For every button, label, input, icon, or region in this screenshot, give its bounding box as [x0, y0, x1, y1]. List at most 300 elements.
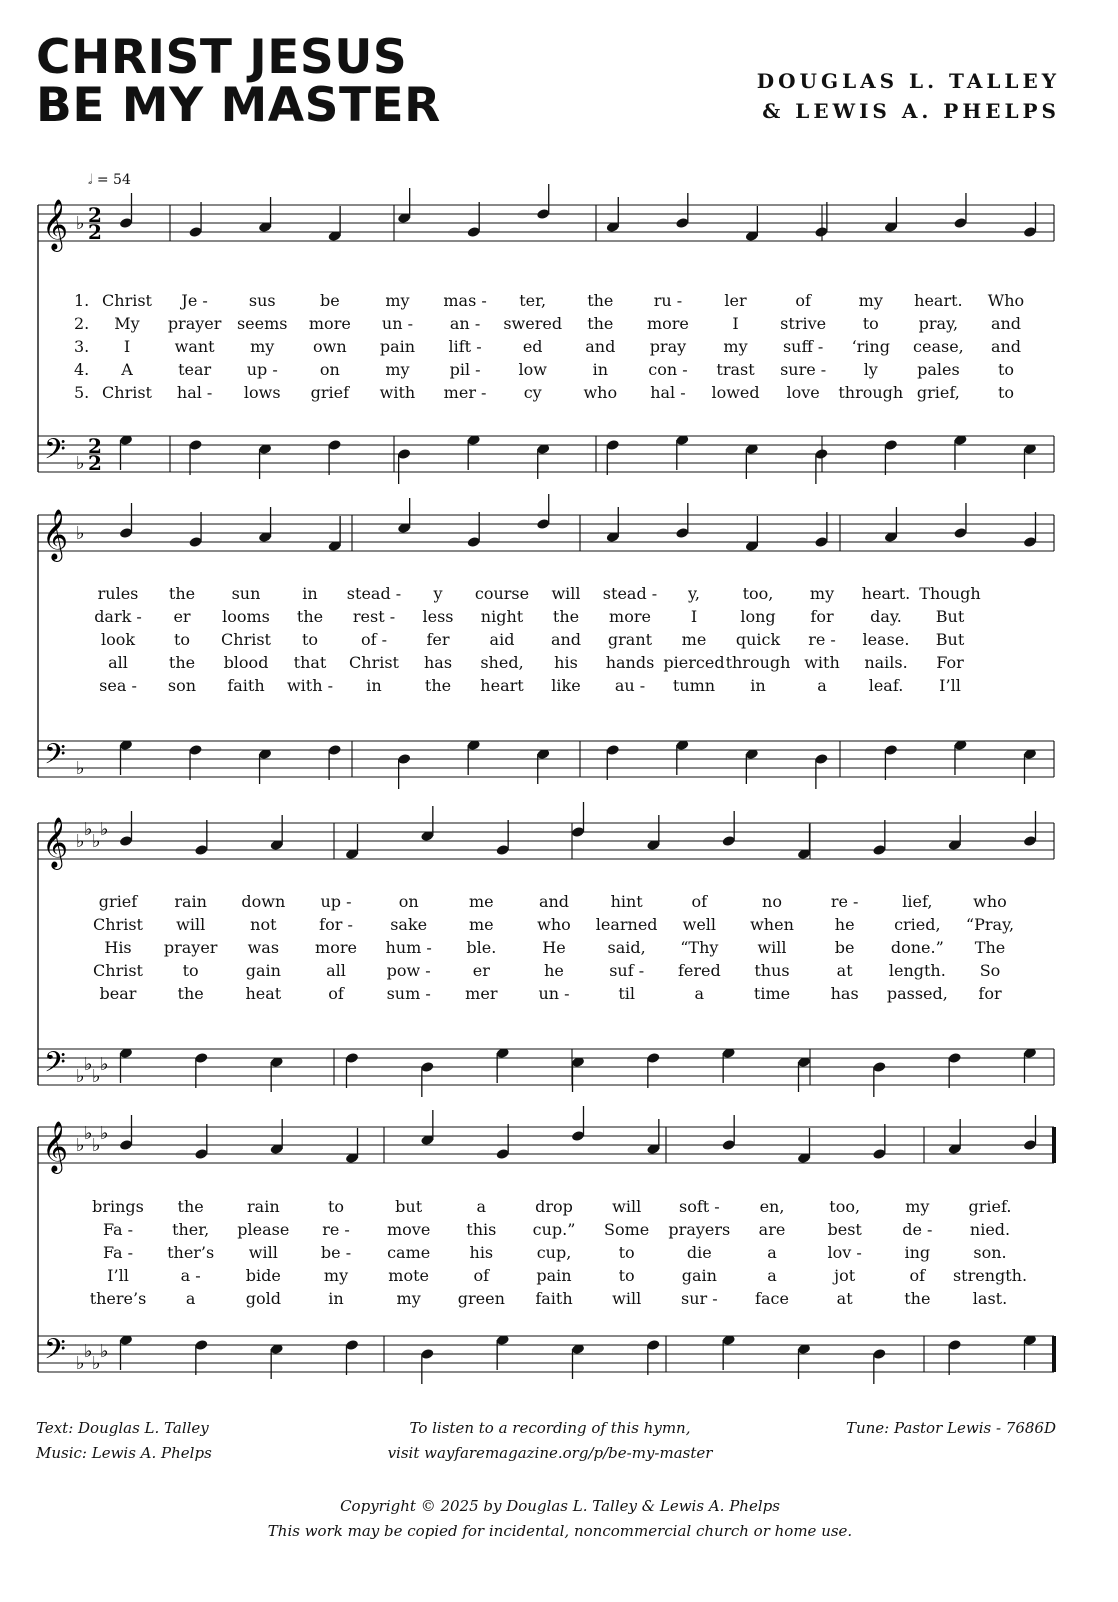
flat-icon: ♭ [92, 831, 101, 852]
lyric-syllable: of [795, 291, 811, 310]
lyric-syllable: sea - [99, 676, 137, 695]
lyric-syllable: grief, [916, 383, 960, 402]
lyric-syllable: looms [222, 607, 270, 626]
lyric-syllable: learned [595, 915, 658, 934]
verse-line [0, 607, 1118, 630]
lyric-syllable: pierced [663, 653, 725, 672]
lyric-syllable: an - [449, 314, 481, 333]
lyric-syllable: long [740, 607, 776, 626]
lyric-syllable: nails. [864, 653, 908, 672]
lyric-syllable: de - [902, 1220, 933, 1239]
lyric-syllable: day. [870, 607, 902, 626]
verse-line [0, 383, 1118, 406]
lyric-syllable: son [167, 676, 197, 695]
treble-clef-icon: 𝄞 [42, 1121, 69, 1172]
lyric-syllable: rain [174, 892, 207, 911]
lyric-syllable: Some [604, 1220, 650, 1239]
lyric-syllable: in [750, 676, 766, 695]
lyric-syllable: tumn [672, 676, 716, 695]
lyric-syllable: Christ [349, 653, 399, 672]
verse-number: 4. [74, 360, 90, 379]
copyright [200, 1494, 920, 1544]
lyric-syllable: less [422, 607, 454, 626]
lyric-syllable: cy [523, 383, 542, 402]
recording-link: visit wayfaremagazine.org/p/be-my-master [387, 1444, 713, 1462]
lyric-syllable: done.” [890, 938, 944, 957]
flat-icon: ♭ [76, 523, 85, 544]
lyric-syllable: down [241, 892, 286, 911]
lyric-syllable: the [552, 607, 580, 626]
lyric-syllable: ly [863, 360, 878, 379]
lyric-syllable: suf - [609, 961, 645, 980]
lyric-syllable: night [480, 607, 524, 626]
lyric-syllable: er [173, 607, 191, 626]
lyric-syllable: to [301, 630, 319, 649]
lyrics-system-1 [0, 291, 1118, 406]
author-line-2: & LEWIS A. PHELPS [762, 99, 1060, 123]
flat-icon: ♭ [100, 1123, 109, 1144]
lyric-syllable: all [326, 961, 346, 980]
lyric-syllable: will [612, 1289, 642, 1308]
lyric-syllable: will [612, 1197, 642, 1216]
verse-line [0, 1289, 1118, 1312]
title-line-1: CHRIST JESUS [36, 30, 408, 85]
verse-line [0, 676, 1118, 699]
lyric-syllable: sake [390, 915, 428, 934]
tempo-value: = 54 [96, 172, 131, 188]
verse-line [0, 360, 1118, 383]
lyric-syllable: ble. [466, 938, 497, 957]
lyric-syllable: un - [538, 984, 570, 1003]
lyric-syllable: length. [888, 961, 946, 980]
lyric-syllable: bear [99, 984, 137, 1003]
lyric-syllable: y [433, 584, 443, 603]
lyric-syllable: bide [245, 1266, 281, 1285]
lyric-syllable: pow - [386, 961, 431, 980]
lyric-syllable: in [302, 584, 318, 603]
lyric-syllable: a [476, 1197, 487, 1216]
lyric-syllable: “Thy [680, 938, 719, 957]
lyric-syllable: aid [489, 630, 515, 649]
verse-number: 5. [74, 383, 90, 402]
lyric-syllable: hal - [176, 383, 213, 402]
copyright-line-2: This work may be copied for incidental, noncommercial church or home use. [267, 1522, 853, 1540]
verse-line [0, 314, 1118, 337]
flat-icon: ♭ [76, 1353, 85, 1374]
lyric-syllable: lows [243, 383, 281, 402]
lyric-syllable: my [323, 1266, 349, 1285]
lyric-syllable: me [469, 915, 494, 934]
lyric-syllable: will [248, 1243, 278, 1262]
verse-line [0, 938, 1118, 961]
lyric-syllable: through [725, 653, 791, 672]
credits [36, 1416, 212, 1466]
lyric-syllable: best [827, 1220, 862, 1239]
lyric-syllable: will [176, 915, 206, 934]
lyric-syllable: my [858, 291, 883, 310]
lyric-syllable: rain [247, 1197, 280, 1216]
lyric-syllable: at [836, 1289, 853, 1308]
lyric-syllable: on [319, 360, 340, 379]
lyric-syllable: of [328, 984, 344, 1003]
lyric-syllable: Christ [102, 291, 152, 310]
lyric-syllable: blood [223, 653, 269, 672]
lyric-syllable: y, [688, 584, 700, 603]
lyrics-system-4 [0, 1197, 1118, 1312]
lyric-syllable: the [168, 584, 196, 603]
lyric-syllable: will [551, 584, 581, 603]
lyric-syllable: thus [754, 961, 790, 980]
lyric-syllable: last. [972, 1289, 1008, 1308]
lyric-syllable: au - [614, 676, 646, 695]
lyric-syllable: to [173, 630, 191, 649]
music-credit: Music: Lewis A. Phelps [36, 1444, 212, 1462]
lyric-syllable: not [250, 915, 277, 934]
lyric-syllable: But [935, 630, 965, 649]
lyric-syllable: faith [227, 676, 265, 695]
lyric-syllable: the [587, 291, 614, 310]
lyric-syllable: heat [245, 984, 282, 1003]
lyric-syllable: to [182, 961, 199, 980]
text-credit: Text: Douglas L. Talley [36, 1419, 209, 1437]
lyric-syllable: Je - [181, 291, 208, 310]
lyric-syllable: came [387, 1243, 431, 1262]
lyric-syllable: my [396, 1289, 421, 1308]
lyric-syllable: to [862, 314, 879, 333]
lyric-syllable: ed [522, 337, 543, 356]
lyric-syllable: sure - [780, 360, 827, 379]
lyric-syllable: course [474, 584, 530, 603]
lyric-syllable: I’ll [939, 676, 961, 695]
lyric-syllable: hint [610, 892, 643, 911]
lyric-syllable: through [838, 383, 904, 402]
lyric-syllable: my [809, 584, 835, 603]
lyric-syllable: sum - [386, 984, 431, 1003]
lyric-syllable: the [904, 1289, 931, 1308]
lyric-syllable: lief, [902, 892, 933, 911]
lyric-syllable: prayer [163, 938, 218, 957]
lyric-syllable: rules [97, 584, 139, 603]
lyric-syllable: So [979, 961, 1001, 980]
treble-clef-icon: 𝄞 [42, 817, 69, 868]
lyric-syllable: Christ [221, 630, 271, 649]
lyric-syllable: the [168, 653, 196, 672]
flat-icon: ♭ [100, 1341, 109, 1362]
lyric-syllable: passed, [886, 984, 948, 1003]
lyric-syllable: mote [388, 1266, 430, 1285]
lyric-syllable: to [618, 1266, 635, 1285]
lyric-syllable: of [691, 892, 708, 911]
lyric-syllable: and [990, 314, 1022, 333]
verse-line [0, 1243, 1118, 1266]
lyric-syllable: He [542, 938, 566, 957]
lyric-syllable: for - [319, 915, 353, 934]
lyric-syllable: a [767, 1266, 777, 1285]
lyric-syllable: fer [426, 630, 450, 649]
lyric-syllable: face [755, 1289, 789, 1308]
lyric-syllable: pray, [918, 314, 959, 333]
title-line-2: BE MY MASTER [36, 78, 441, 133]
author-line-1: DOUGLAS L. TALLEY [756, 69, 1060, 93]
lyric-syllable: has [830, 984, 859, 1003]
lyric-syllable: to [997, 360, 1015, 379]
lyric-syllable: my [385, 360, 410, 379]
lyric-syllable: with [804, 653, 840, 672]
lyric-syllable: heart. [914, 291, 963, 310]
lyric-syllable: strive [780, 314, 827, 333]
lyric-syllable: seems [236, 314, 288, 333]
lyric-syllable: Christ [102, 383, 152, 402]
verse-line [0, 653, 1118, 676]
lyric-syllable: he [544, 961, 564, 980]
flat-icon: ♭ [76, 453, 85, 474]
lyric-syllable: faith [535, 1289, 573, 1308]
lyric-syllable: For [936, 653, 964, 672]
flat-icon: ♭ [84, 1054, 93, 1075]
lyric-syllable: to [997, 383, 1015, 402]
lyric-syllable: love [786, 383, 820, 402]
lyric-syllable: gain [681, 1266, 717, 1285]
lyric-syllable: move [387, 1220, 431, 1239]
flat-icon: ♭ [84, 1123, 93, 1144]
lyric-syllable: Fa - [102, 1243, 134, 1262]
lyric-syllable: pain [536, 1266, 572, 1285]
copyright-line-1: Copyright © 2025 by Douglas L. Talley & Lewis A. Phelps [340, 1497, 780, 1515]
lyric-syllable: in [592, 360, 609, 379]
lyric-syllable: Christ [93, 961, 143, 980]
lyric-syllable: my [250, 337, 275, 356]
verse-line [0, 1266, 1118, 1289]
lyric-syllable: the [177, 984, 204, 1003]
verse-line [0, 1220, 1118, 1243]
lyric-syllable: and [538, 892, 570, 911]
lyric-syllable: his [469, 1243, 494, 1262]
lyric-syllable: But [935, 607, 965, 626]
lyric-syllable: shed, [480, 653, 524, 672]
lyric-syllable: stead - [346, 584, 402, 603]
lyric-syllable: and [585, 337, 616, 356]
lyric-syllable: sus [248, 291, 276, 310]
lyric-syllable: the [177, 1197, 204, 1216]
lyric-syllable: the [587, 314, 614, 333]
lyric-syllable: Who [987, 291, 1025, 310]
half-note-icon: 𝅗𝅥 [88, 172, 93, 188]
lyric-syllable: my [385, 291, 410, 310]
lyric-syllable: a - [180, 1266, 201, 1285]
lyric-syllable: of [473, 1266, 490, 1285]
verse-line [0, 1197, 1118, 1220]
lyric-syllable: more [315, 938, 357, 957]
time-signature: 2 [88, 203, 102, 227]
lyric-syllable: he [834, 915, 855, 934]
lyric-syllable: pain [379, 337, 416, 356]
lyric-syllable: please [237, 1220, 290, 1239]
lyric-syllable: cup.” [532, 1220, 576, 1239]
lyric-syllable: lift - [448, 337, 482, 356]
flat-icon: ♭ [92, 1066, 101, 1087]
lyric-syllable: leaf. [868, 676, 904, 695]
lyric-syllable: My [114, 314, 140, 333]
lyric-syllable: cease, [913, 337, 964, 356]
lyric-syllable: Though [919, 584, 981, 603]
tune-info [846, 1416, 1056, 1441]
lyric-syllable: un - [381, 314, 414, 333]
flat-icon: ♭ [84, 819, 93, 840]
recording-line-1: To listen to a recording of this hymn, [409, 1419, 691, 1437]
lyric-syllable: for [978, 984, 1002, 1003]
lyric-syllable: this [466, 1220, 497, 1239]
lyric-syllable: trast [716, 360, 755, 379]
flat-icon: ♭ [76, 758, 85, 779]
lyric-syllable: ter, [519, 291, 547, 310]
lyric-syllable: for [810, 607, 834, 626]
time-signature: 2 [88, 451, 102, 475]
bass-clef-icon: 𝄢 [44, 1046, 66, 1086]
lyric-syllable: grief [98, 892, 138, 911]
lyric-syllable: more [646, 314, 689, 333]
lyric-syllable: was [247, 938, 280, 957]
lyric-syllable: ru - [653, 291, 683, 310]
verse-number: 2. [74, 314, 90, 333]
lyric-syllable: a [694, 984, 705, 1003]
lyric-syllable: brings [92, 1197, 144, 1216]
lyric-syllable: ther’s [167, 1243, 215, 1262]
lyric-syllable: stead - [602, 584, 658, 603]
lyric-syllable: up - [320, 892, 352, 911]
lyric-syllable: gold [245, 1289, 281, 1308]
lyric-syllable: ‘ring [851, 337, 890, 356]
lyric-syllable: ler [724, 291, 747, 310]
lyric-syllable: I’ll [107, 1266, 129, 1285]
lyric-syllable: con - [648, 360, 688, 379]
treble-clef-icon: 𝄞 [42, 509, 69, 560]
lyric-syllable: mer - [443, 383, 487, 402]
lyric-syllable: cup, [536, 1243, 572, 1262]
lyric-syllable: “Pray, [965, 915, 1015, 934]
lyric-syllable: I [732, 314, 739, 333]
lyric-syllable: grief. [968, 1197, 1012, 1216]
lyric-syllable: the [424, 676, 452, 695]
lyrics-system-3 [0, 892, 1118, 1007]
lyric-syllable: re - [322, 1220, 350, 1239]
lyric-syllable: who [973, 892, 1007, 911]
lyric-syllable: my [723, 337, 748, 356]
verse-line [0, 630, 1118, 653]
lyric-syllable: swered [503, 314, 563, 333]
verse-line [0, 892, 1118, 915]
lyric-syllable: sun [231, 584, 261, 603]
lyric-syllable: drop [535, 1197, 573, 1216]
lyric-syllable: cried, [894, 915, 941, 934]
lyric-syllable: rest - [352, 607, 396, 626]
lyric-syllable: Christ [93, 915, 143, 934]
lyric-syllable: grant [607, 630, 653, 649]
lyric-syllable: heart. [861, 584, 911, 603]
lyric-syllable: own [313, 337, 347, 356]
lyric-syllable: time [753, 984, 791, 1003]
flat-icon: ♭ [76, 1066, 85, 1087]
lyric-syllable: son. [973, 1243, 1007, 1262]
lyric-syllable: til [618, 984, 635, 1003]
lyric-syllable: green [457, 1289, 505, 1308]
lyric-syllable: who [537, 915, 571, 934]
lyric-syllable: too, [829, 1197, 861, 1216]
lyric-syllable: of [909, 1266, 926, 1285]
lyric-syllable: the [296, 607, 324, 626]
flat-icon: ♭ [92, 1135, 101, 1156]
lyric-syllable: hal - [650, 383, 686, 402]
verse-line [0, 961, 1118, 984]
lyric-syllable: me [469, 892, 494, 911]
lyric-syllable: His [104, 938, 132, 957]
flat-icon: ♭ [76, 1135, 85, 1156]
lyric-syllable: grief [310, 383, 350, 402]
lyric-syllable: on [398, 892, 419, 911]
lyric-syllable: to [327, 1197, 345, 1216]
lyric-syllable: up - [246, 360, 278, 379]
lyric-syllable: and [550, 630, 582, 649]
recording-info [300, 1416, 800, 1466]
lyric-syllable: jot [834, 1266, 856, 1285]
verse-line [0, 915, 1118, 938]
lyric-syllable: The [974, 938, 1006, 957]
lyric-syllable: ther, [172, 1220, 210, 1239]
lyric-syllable: a [817, 676, 827, 695]
lyric-syllable: his [554, 653, 578, 672]
lyric-syllable: lov - [827, 1243, 862, 1262]
lyric-syllable: lease. [862, 630, 910, 649]
lyric-syllable: I [123, 337, 131, 356]
flat-icon: ♭ [92, 1353, 101, 1374]
lyric-syllable: pales [917, 360, 960, 379]
lyric-syllable: well [682, 915, 717, 934]
lyric-syllable: tear [178, 360, 212, 379]
flat-icon: ♭ [76, 213, 85, 234]
lyric-syllable: of - [360, 630, 388, 649]
lyric-syllable: a [185, 1289, 196, 1308]
lyric-syllable: but [395, 1197, 423, 1216]
verse-line [0, 584, 1118, 607]
flat-icon: ♭ [100, 1054, 109, 1075]
time-signature: 2 [88, 434, 102, 458]
lyric-syllable: said, [607, 938, 646, 957]
lyric-syllable: be [319, 291, 340, 310]
lyric-syllable: prayer [167, 314, 222, 333]
lyric-syllable: with - [286, 676, 334, 695]
lyric-syllable: dark - [94, 607, 142, 626]
lyric-syllable: strength. [952, 1266, 1028, 1285]
lyric-syllable: more [609, 607, 651, 626]
lyric-syllable: pray [649, 337, 687, 356]
lyrics-system-2 [0, 584, 1118, 699]
lyric-syllable: die [686, 1243, 712, 1262]
flat-icon: ♭ [100, 819, 109, 840]
lyric-syllable: who [583, 383, 618, 402]
lyric-syllable: re - [830, 892, 859, 911]
lyric-syllable: at [836, 961, 853, 980]
lyric-syllable: hum - [385, 938, 432, 957]
lyric-syllable: en, [759, 1197, 785, 1216]
lyric-syllable: nied. [969, 1220, 1011, 1239]
lyric-syllable: to [618, 1243, 635, 1262]
lyric-syllable: quick [735, 630, 781, 649]
lyric-syllable: a [767, 1243, 777, 1262]
lyric-syllable: look [100, 630, 136, 649]
lyric-syllable: no [762, 892, 782, 911]
verse-line [0, 337, 1118, 360]
lyric-syllable: I [690, 607, 698, 626]
lyric-syllable: my [905, 1197, 930, 1216]
